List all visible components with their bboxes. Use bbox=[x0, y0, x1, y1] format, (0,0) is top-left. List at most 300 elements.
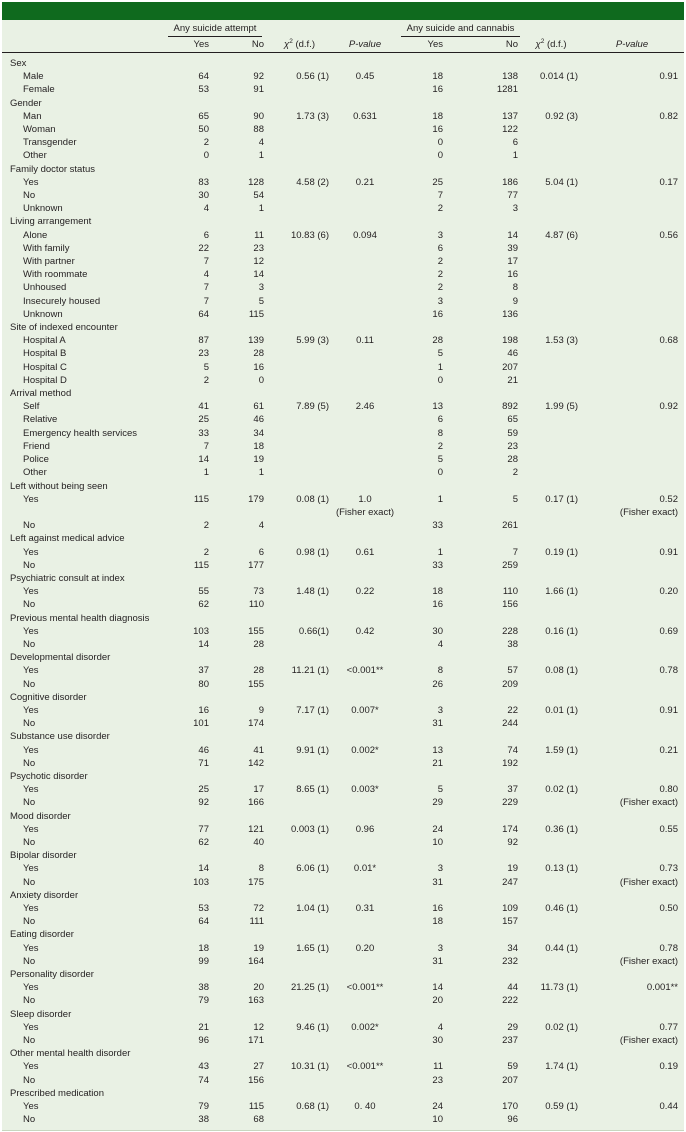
table-cell bbox=[522, 440, 580, 453]
table-cell: 39 bbox=[507, 242, 518, 254]
table-cell bbox=[331, 836, 399, 849]
table-cell bbox=[580, 559, 684, 572]
table-cell: 1 bbox=[203, 467, 209, 479]
level-label: Yes bbox=[23, 903, 39, 914]
table-cell: 28 bbox=[432, 335, 443, 347]
table-cell bbox=[522, 876, 580, 889]
table-cell: 0.91 bbox=[659, 704, 678, 716]
level-label: No bbox=[23, 876, 36, 888]
table-cell: 0.77 bbox=[659, 1021, 678, 1033]
table-cell bbox=[580, 361, 684, 374]
level-label: Police bbox=[23, 454, 49, 466]
table-cell bbox=[268, 757, 331, 770]
table-cell: 5 bbox=[512, 493, 518, 505]
table-cell: 28 bbox=[253, 348, 264, 360]
table-cell: 4 bbox=[437, 1021, 443, 1033]
table-cell bbox=[331, 678, 399, 691]
table-cell: 16 bbox=[253, 361, 264, 373]
table-cell: 156 bbox=[502, 599, 518, 611]
table-cell: 1.48 (1) bbox=[296, 586, 329, 598]
table-cell: 0 bbox=[203, 150, 209, 162]
group-header-suicide-cannabis: Any suicide and cannabis bbox=[399, 20, 522, 37]
col-header-chi2: $\chi^2$ (d.f.) bbox=[522, 37, 580, 53]
level-label: Insecurely housed bbox=[23, 295, 101, 307]
level-label: Yes bbox=[23, 863, 39, 875]
table-cell bbox=[268, 915, 331, 928]
variable-label: Mood disorder bbox=[10, 810, 71, 822]
table-cell: 101 bbox=[193, 718, 209, 730]
table-cell bbox=[331, 308, 399, 321]
table-cell: 1.59 (1) bbox=[545, 744, 578, 756]
table-cell: 7 bbox=[512, 546, 518, 558]
table-cell bbox=[580, 413, 684, 426]
table-cell bbox=[331, 796, 399, 809]
variable-row bbox=[2, 730, 684, 743]
table-row bbox=[2, 638, 684, 651]
table-row bbox=[2, 1100, 684, 1113]
table-cell: 259 bbox=[502, 559, 518, 571]
table-cell bbox=[580, 374, 684, 387]
variable-label: Bipolar disorder bbox=[10, 850, 77, 862]
table-cell: 155 bbox=[248, 625, 264, 637]
table-cell bbox=[522, 268, 580, 281]
table-cell bbox=[268, 717, 331, 730]
table-row bbox=[2, 189, 684, 202]
table-cell: 0.91 bbox=[659, 71, 678, 83]
table-cell bbox=[522, 1034, 580, 1047]
table-cell: 87 bbox=[198, 335, 209, 347]
table-cell: 18 bbox=[253, 440, 264, 452]
table-cell: 92 bbox=[507, 836, 518, 848]
table-cell: 0.17 (1) bbox=[545, 493, 578, 505]
table-cell bbox=[331, 876, 399, 889]
variable-row bbox=[2, 387, 684, 400]
level-label: Transgender bbox=[23, 137, 77, 149]
table-cell: 16 bbox=[432, 308, 443, 320]
table-cell: 170 bbox=[502, 1101, 518, 1113]
table-cell: 8.65 (1) bbox=[296, 784, 329, 796]
table-cell bbox=[331, 268, 399, 281]
variable-row bbox=[2, 691, 684, 704]
table-cell: 16 bbox=[432, 599, 443, 611]
table-row bbox=[2, 453, 684, 466]
table-cell bbox=[268, 678, 331, 691]
level-label: With roommate bbox=[23, 269, 88, 281]
level-label: Yes bbox=[23, 942, 39, 954]
table-cell bbox=[522, 1113, 580, 1126]
table-cell bbox=[580, 638, 684, 651]
table-cell: 62 bbox=[198, 599, 209, 611]
table-cell: 229 bbox=[502, 797, 518, 809]
table-cell bbox=[580, 598, 684, 611]
variable-label: Prescribed medication bbox=[10, 1087, 104, 1099]
level-label: Male bbox=[23, 71, 44, 83]
table-row bbox=[2, 598, 684, 611]
table-cell bbox=[522, 255, 580, 268]
table-cell: (Fisher exact) bbox=[619, 876, 678, 888]
col-header-yes: Yes bbox=[162, 37, 215, 53]
table-row bbox=[2, 400, 684, 413]
table-cell: 91 bbox=[253, 84, 264, 96]
table-cell: 232 bbox=[502, 955, 518, 967]
table-cell: 0.19 (1) bbox=[545, 546, 578, 558]
group-header-row bbox=[2, 20, 684, 37]
table-cell: 21 bbox=[507, 374, 518, 386]
table-row bbox=[2, 242, 684, 255]
table-cell: 90 bbox=[253, 110, 264, 122]
level-label: With partner bbox=[23, 256, 75, 268]
table-cell: 4 bbox=[203, 203, 209, 215]
table-cell: 0 bbox=[437, 150, 443, 162]
table-cell: 111 bbox=[249, 916, 264, 928]
variable-label: Previous mental health diagnosis bbox=[10, 612, 150, 624]
table-cell bbox=[331, 440, 399, 453]
table-cell: 46 bbox=[253, 414, 264, 426]
table-cell: 57 bbox=[507, 665, 518, 677]
table-cell: 4 bbox=[258, 137, 264, 149]
level-label: No bbox=[23, 836, 36, 848]
table-cell bbox=[331, 638, 399, 651]
table-cell bbox=[268, 1034, 331, 1047]
table-row bbox=[2, 347, 684, 360]
table-cell bbox=[522, 83, 580, 96]
table-cell: 46 bbox=[507, 348, 518, 360]
table-cell: 1.74 (1) bbox=[545, 1061, 578, 1073]
table-row bbox=[2, 149, 684, 162]
table-cell bbox=[331, 1034, 399, 1047]
table-row bbox=[2, 519, 684, 532]
table-cell bbox=[268, 796, 331, 809]
table-cell: 0.08 (1) bbox=[296, 493, 329, 505]
table-cell: 0.11 bbox=[356, 335, 374, 347]
table-cell: 28 bbox=[253, 638, 264, 650]
variable-row bbox=[2, 1047, 684, 1060]
table-cell: 3 bbox=[437, 863, 443, 875]
table-cell: 0.61 bbox=[355, 546, 375, 558]
table-cell: 11.73 (1) bbox=[540, 982, 578, 994]
table-cell bbox=[331, 295, 399, 308]
table-cell bbox=[580, 717, 684, 730]
table-cell bbox=[268, 347, 331, 360]
table-cell: 892 bbox=[502, 401, 518, 413]
table-cell: 6 bbox=[437, 242, 443, 254]
table-cell: 4 bbox=[437, 638, 443, 650]
table-cell: 0.19 bbox=[659, 1061, 678, 1073]
table-cell: 157 bbox=[502, 916, 518, 928]
table-cell: (Fisher exact) bbox=[619, 797, 678, 809]
table-row bbox=[2, 664, 684, 677]
table-cell: 34 bbox=[253, 427, 264, 439]
table-cell: 0.003* bbox=[351, 784, 379, 796]
level-label: Yes bbox=[23, 784, 39, 796]
table-cell: 0.56 bbox=[659, 229, 678, 241]
table-cell bbox=[331, 413, 399, 426]
table-cell bbox=[268, 202, 331, 215]
table-cell: 31 bbox=[432, 955, 443, 967]
table-cell: 0.01 (1) bbox=[545, 704, 578, 716]
table-row bbox=[2, 981, 684, 994]
table-cell: 6.06 (1) bbox=[296, 863, 329, 875]
table-cell: 110 bbox=[502, 586, 518, 598]
table-cell: 0.80 bbox=[659, 784, 678, 796]
table-body bbox=[2, 53, 684, 1127]
table-cell: 3 bbox=[512, 203, 518, 215]
table-cell: 33 bbox=[432, 520, 443, 532]
table-cell: 1.65 (1) bbox=[296, 942, 329, 954]
variable-label: Left without being seen bbox=[10, 480, 108, 492]
table-cell bbox=[522, 519, 580, 532]
table-cell bbox=[268, 83, 331, 96]
table-cell: 1.53 (3) bbox=[545, 335, 578, 347]
table-cell bbox=[580, 915, 684, 928]
table-cell bbox=[268, 374, 331, 387]
table-cell: 6 bbox=[437, 414, 443, 426]
table-cell: 0.92 bbox=[659, 401, 678, 413]
level-label: No bbox=[23, 638, 36, 650]
variable-label: Developmental disorder bbox=[10, 652, 111, 664]
table-cell: 0.56 (1) bbox=[296, 71, 329, 83]
table-cell: 38 bbox=[198, 1114, 209, 1126]
table-cell: 0.31 bbox=[355, 903, 375, 914]
table-cell bbox=[331, 717, 399, 730]
table-cell bbox=[522, 202, 580, 215]
table-cell: 0.44 (1) bbox=[545, 942, 578, 954]
table-cell: 0.094 bbox=[353, 229, 377, 241]
table-cell: 21.25 (1) bbox=[290, 982, 329, 994]
table-cell bbox=[580, 678, 684, 691]
level-label: Female bbox=[23, 84, 55, 96]
table-cell: 207 bbox=[502, 361, 518, 373]
table-row bbox=[2, 136, 684, 149]
table-cell: 4 bbox=[203, 269, 209, 281]
table-cell: 0.69 bbox=[659, 625, 678, 637]
table-cell: 59 bbox=[507, 427, 518, 439]
table-cell: 0.002* bbox=[351, 1021, 379, 1033]
level-label: Other bbox=[23, 467, 47, 479]
level-label: Yes bbox=[23, 625, 39, 637]
table-cell bbox=[268, 242, 331, 255]
table-cell: 0.001** bbox=[646, 982, 678, 994]
table-cell: 136 bbox=[502, 308, 518, 320]
table-cell bbox=[331, 994, 399, 1007]
table-row bbox=[2, 255, 684, 268]
table-cell: 1 bbox=[258, 467, 264, 479]
table-cell: 61 bbox=[253, 401, 264, 413]
col-header-chi2: $\chi^2$ (d.f.) bbox=[268, 37, 331, 53]
table-cell: 207 bbox=[502, 1074, 518, 1086]
table-cell: 122 bbox=[502, 124, 518, 136]
table-row bbox=[2, 334, 684, 347]
group-header-suicide-attempt: Any suicide attempt bbox=[162, 20, 268, 37]
table-cell: 0.59 (1) bbox=[545, 1101, 578, 1113]
table-row bbox=[2, 915, 684, 928]
table-row bbox=[2, 585, 684, 598]
table-cell: 28 bbox=[507, 454, 518, 466]
table-cell: 20 bbox=[432, 995, 443, 1007]
table-cell: 34 bbox=[507, 942, 518, 954]
table-cell: 2.46 bbox=[355, 401, 375, 413]
fisher-exact-note: (Fisher exact) bbox=[619, 506, 678, 518]
level-label: Woman bbox=[23, 124, 56, 136]
table-cell: 237 bbox=[502, 1035, 518, 1047]
table-cell bbox=[331, 955, 399, 968]
table-row bbox=[2, 1074, 684, 1087]
table-cell: 50 bbox=[198, 124, 209, 136]
table-cell: 4.87 (6) bbox=[545, 229, 578, 241]
table-cell: 18 bbox=[198, 942, 209, 954]
level-label: No bbox=[23, 1074, 36, 1086]
table-cell: 0.68 (1) bbox=[296, 1101, 329, 1113]
table-cell bbox=[522, 308, 580, 321]
variable-row bbox=[2, 215, 684, 228]
table-cell: 138 bbox=[502, 71, 518, 83]
table-cell: 12 bbox=[253, 256, 264, 268]
table-cell: 0.007* bbox=[351, 704, 379, 716]
level-label: No bbox=[23, 916, 36, 928]
table-cell: 18 bbox=[432, 916, 443, 928]
variable-row bbox=[2, 97, 684, 110]
table-cell: 19 bbox=[507, 863, 518, 875]
table-cell: 137 bbox=[502, 110, 518, 122]
level-label: Yes bbox=[23, 586, 39, 598]
variable-row bbox=[2, 572, 684, 585]
table-cell: 5 bbox=[258, 295, 264, 307]
table-cell bbox=[268, 136, 331, 149]
table-row bbox=[2, 902, 684, 915]
table-cell bbox=[268, 361, 331, 374]
table-cell: 62 bbox=[198, 836, 209, 848]
variable-row bbox=[2, 810, 684, 823]
table-row bbox=[2, 994, 684, 1007]
table-row bbox=[2, 83, 684, 96]
table-cell: 174 bbox=[248, 718, 264, 730]
table-cell: 115 bbox=[248, 308, 264, 320]
table-cell bbox=[268, 123, 331, 136]
table-cell bbox=[580, 519, 684, 532]
table-row bbox=[2, 374, 684, 387]
table-cell: 22 bbox=[198, 242, 209, 254]
table-cell: 28 bbox=[253, 665, 264, 677]
col-header-pvalue: P-value bbox=[580, 37, 684, 53]
table-cell: 2 bbox=[203, 546, 209, 558]
level-label: No bbox=[23, 678, 36, 690]
table-cell: 5 bbox=[437, 454, 443, 466]
table-cell bbox=[580, 295, 684, 308]
table-cell: 0.42 bbox=[355, 625, 375, 637]
table-cell: 74 bbox=[198, 1074, 209, 1086]
variable-row bbox=[2, 889, 684, 902]
table-cell bbox=[522, 347, 580, 360]
table-cell bbox=[580, 202, 684, 215]
table-cell: 115 bbox=[193, 493, 209, 505]
table-cell: 5 bbox=[437, 348, 443, 360]
table-cell: 0.44 bbox=[659, 1101, 678, 1113]
table-cell: 68 bbox=[253, 1114, 264, 1126]
table-cell bbox=[522, 149, 580, 162]
table-cell bbox=[268, 519, 331, 532]
level-label: Yes bbox=[23, 176, 39, 188]
table-cell: 8 bbox=[437, 665, 443, 677]
table-cell: 0.98 (1) bbox=[296, 546, 329, 558]
table-row bbox=[2, 202, 684, 215]
table-row bbox=[2, 717, 684, 730]
table-cell: 14 bbox=[432, 982, 443, 994]
table-cell: 0 bbox=[437, 374, 443, 386]
table-cell bbox=[268, 466, 331, 479]
table-cell bbox=[522, 559, 580, 572]
table-cell: 186 bbox=[502, 176, 518, 188]
table-cell: 23 bbox=[253, 242, 264, 254]
table-cell bbox=[522, 453, 580, 466]
table-cell bbox=[331, 1113, 399, 1126]
table-cell: 7 bbox=[203, 295, 209, 307]
table-cell: 23 bbox=[198, 348, 209, 360]
table-cell: 88 bbox=[253, 124, 264, 136]
table-row bbox=[2, 796, 684, 809]
table-cell bbox=[580, 255, 684, 268]
table-cell bbox=[522, 413, 580, 426]
variable-row bbox=[2, 651, 684, 664]
level-label: Yes bbox=[23, 982, 39, 994]
table-cell: 14 bbox=[198, 454, 209, 466]
table-cell: 0 bbox=[437, 137, 443, 149]
table-cell: 0.16 (1) bbox=[545, 625, 578, 637]
table-row bbox=[2, 123, 684, 136]
table-cell: 2 bbox=[437, 203, 443, 215]
table-row bbox=[2, 308, 684, 321]
table-cell: 17 bbox=[507, 256, 518, 268]
table-cell: 3 bbox=[437, 229, 443, 241]
table-cell: 2 bbox=[512, 467, 518, 479]
level-label: Yes bbox=[23, 704, 39, 716]
table-cell: 166 bbox=[248, 797, 264, 809]
table-cell: 2 bbox=[437, 282, 443, 294]
table-cell: 115 bbox=[193, 559, 209, 571]
table-cell: 174 bbox=[502, 823, 518, 835]
table-row bbox=[2, 955, 684, 968]
table-cell: 33 bbox=[198, 427, 209, 439]
table-cell bbox=[580, 1074, 684, 1087]
table-cell: 0.22 bbox=[355, 586, 375, 598]
variable-row bbox=[2, 321, 684, 334]
table-cell: 0.78 bbox=[659, 942, 678, 954]
table-cell: 4.58 (2) bbox=[296, 176, 329, 188]
table-row bbox=[2, 744, 684, 757]
table-cell: 80 bbox=[198, 678, 209, 690]
level-label: No bbox=[23, 559, 36, 571]
level-label: Unknown bbox=[23, 203, 63, 215]
table-cell: 10.83 (6) bbox=[290, 229, 329, 241]
table-cell: 8 bbox=[437, 427, 443, 439]
table-cell bbox=[331, 136, 399, 149]
table-cell bbox=[522, 678, 580, 691]
table-cell: 2 bbox=[437, 256, 443, 268]
table-cell: 13 bbox=[432, 744, 443, 756]
table-cell: 21 bbox=[198, 1021, 209, 1033]
table-cell: 53 bbox=[198, 903, 209, 914]
table-cell: 128 bbox=[248, 176, 264, 188]
table-cell: 5.04 (1) bbox=[545, 176, 578, 188]
table-cell: 156 bbox=[248, 1074, 264, 1086]
table-cell: 11.21 (1) bbox=[291, 665, 329, 677]
table-cell bbox=[268, 295, 331, 308]
table-cell: 1 bbox=[258, 203, 264, 215]
level-label: Hospital C bbox=[23, 361, 67, 373]
table-cell: 7 bbox=[437, 190, 443, 202]
table-cell bbox=[580, 466, 684, 479]
table-cell bbox=[268, 836, 331, 849]
table-cell: 77 bbox=[198, 823, 209, 835]
